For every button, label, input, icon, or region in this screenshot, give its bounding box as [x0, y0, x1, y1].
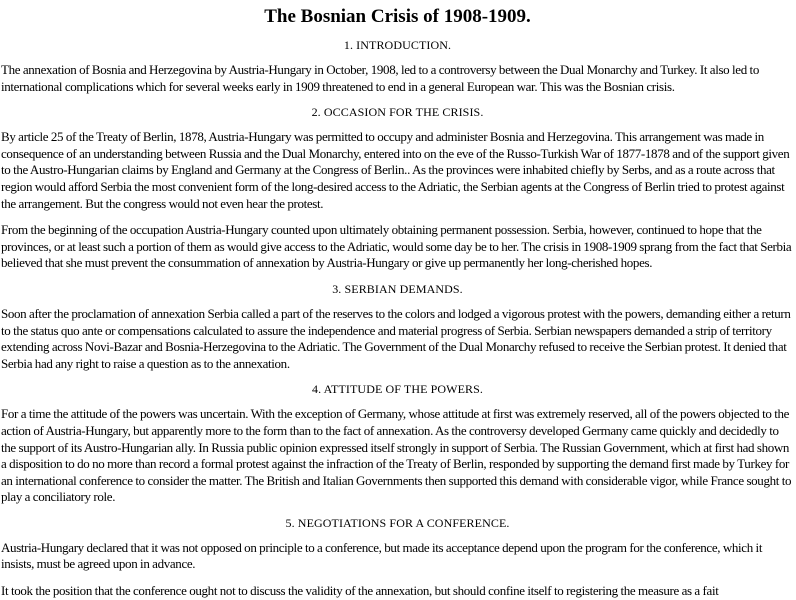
paragraph-negotiations-2: It took the position that the conference ought not to discuss the validity of the annexation, but should confine itself to registering the measure as a fait: [1, 583, 719, 599]
paragraph-occasion-1: By article 25 of the Treaty of Berlin, 1878, Austria-Hungary was permitted to occupy and administer Bosnia and Herzegovina. This arrangement was made in consequence of an understanding between Russia and the Dual Monarchy, entered into on the eve of the Russo-Turkish War of 1877-1878 and of the support given to the Austro-Hungarian claims by England and Germany at the Congress of Berlin.. As the provinces were inhabited chiefly by Serbs, and as a route across that region would afford Serbia the most convenient form of the long-desired access to the Adriatic, the Serbian agents at the Congress of Berlin tried to protest against the arrangement. But the congress would not even hear the protest.: [1, 129, 790, 211]
section-heading-attitude-of-the-powers: 4. ATTITUDE OF THE POWERS.: [311, 382, 484, 397]
document-title: The Bosnian Crisis of 1908-1909.: [264, 6, 531, 27]
section-heading-negotiations-for-a-conference: 5. NEGOTIATIONS FOR A CONFERENCE.: [285, 515, 510, 530]
paragraph-serbian-demands-1: Soon after the proclamation of annexation Serbia called a part of the reserves to the colors and lodged a vigorous protest with the powers, demanding either a return to the status quo ante or compensations calculated to assure the independence and material progress of Serbia. Serbian newspapers demanded a strip of territory extending across Novi-Bazar and Bosnia-Herzegovina to the Adriatic. The Government of the Dual Monarchy refused to receive the Serbian protest. It denied that Serbia had any right to raise a question as to the annexation.: [1, 305, 791, 371]
paragraph-attitude-1: For a time the attitude of the powers was uncertain. With the exception of Germany, whose attitude at first was extremely reserved, all of the powers objected to the action of Austria-Hungary, but apparently more to the form than to the fact of annexation. As the controversy developed Germany came quickly and decidedly to the support of its Austro-Hungarian ally. In Russia public opinion expressed itself strongly in support of Serbia. The Russian Government, which at first had shown a disposition to do no more than record a formal protest against the infraction of the Treaty of Berlin, responded by supporting the demand first made by Turkey for an international conference to consider the matter. The British and Italian Governments then supported this demand with considerable vigor, while France sought to play a conciliatory role.: [1, 406, 792, 505]
section-heading-serbian-demands: 3. SERBIAN DEMANDS.: [332, 281, 463, 296]
section-heading-introduction: 1. INTRODUCTION.: [343, 38, 452, 52]
paragraph-negotiations-1: Austria-Hungary declared that it was not opposed on principle to a conference, but made its acceptance depend upon the program for the conference, which it insists, must be agreed upon in advance.: [1, 539, 763, 572]
section-heading-occasion-for-the-crisis: 2. OCCASION FOR THE CRISIS.: [311, 105, 484, 120]
paragraph-occasion-2: From the beginning of the occupation Austria-Hungary counted upon ultimately obtaining permanent possession. Serbia, however, continued to hope that the provinces, or at least such a portion of them as would give access to the Adriatic, would some day be to her. The crisis in 1908-1909 sprang from the fact that Serbia believed that she must prevent the consummation of annexation by Austria-Hungary or give up permanently her long-cherished hopes.: [1, 222, 792, 271]
paragraph-introduction-1: The annexation of Bosnia and Herzegovina by Austria-Hungary in October, 1908, led to a controversy between the Dual Monarchy and Turkey. It also led to international complications which for several weeks early in 1909 threatened to end in a general European war. This was the Bosnian crisis.: [1, 62, 759, 94]
